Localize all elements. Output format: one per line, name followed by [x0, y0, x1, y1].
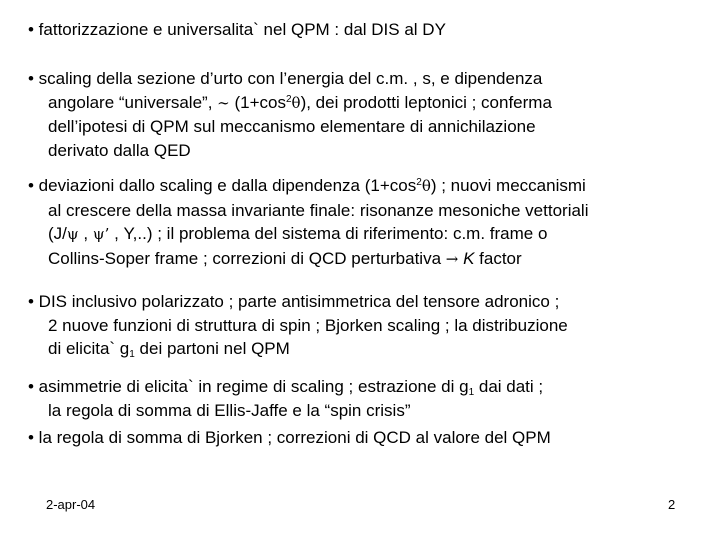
bullet-line — [28, 290, 698, 314]
text-run: 2 — [285, 93, 292, 105]
text-run: factor — [474, 248, 522, 268]
bullet-line — [28, 222, 698, 247]
text-run: • fattorizzazione e universalita` nel QPM : dal DIS al DY — [28, 20, 446, 39]
bullet-item — [28, 67, 698, 162]
text-run: 1 — [129, 349, 135, 360]
bullet-line — [28, 314, 698, 338]
text-run: derivato dalla QED — [48, 140, 191, 160]
text-run: dai dati ; — [474, 377, 544, 396]
text-run: ), dei prodotti leptonici ; conferma — [300, 92, 552, 112]
text-run: K — [463, 248, 475, 268]
text-run: • deviazioni dallo scaling e dalla dipendenza (1+cos — [28, 176, 417, 195]
bullet-line — [28, 375, 698, 399]
text-run: angolare “universale”, — [48, 92, 218, 112]
bullet-line — [28, 426, 698, 450]
bullet-item — [28, 375, 698, 422]
bullet-line — [28, 91, 698, 116]
text-run: 2 — [416, 177, 422, 188]
text-run: dell’ipotesi di QPM sul meccanismo elementare di annichilazione — [48, 117, 536, 136]
bullet-line — [28, 199, 698, 223]
text-run: θ — [291, 93, 301, 112]
text-run: θ — [421, 177, 431, 195]
text-run: , — [78, 224, 93, 243]
footer-date: 2-apr-04 — [46, 497, 96, 512]
text-run: • asimmetrie di elicita` in regime di scaling ; estrazione di g — [28, 377, 469, 396]
text-run: ψ — [66, 225, 79, 243]
text-run: → — [445, 249, 459, 268]
bullet-line — [28, 174, 698, 199]
text-run: dei partoni nel QPM — [134, 339, 290, 358]
bullet-line — [28, 139, 698, 163]
bullet-line — [28, 247, 698, 272]
text-run: la regola di somma di Ellis-Jaffe e la “spin crisis” — [48, 400, 411, 420]
text-run: , Y,..) ; il problema del sistema di riferimento: c.m. frame o — [109, 224, 548, 243]
text-run: 2 nuove funzioni di struttura di spin ; Bjorken scaling ; la distribuzione — [48, 315, 568, 335]
bullet-line — [28, 67, 698, 91]
bullet-line — [28, 337, 698, 361]
text-run: ψ’ — [92, 225, 110, 243]
bullet-item — [28, 290, 698, 361]
bullet-line — [28, 18, 698, 42]
text-run: di elicita` g — [48, 339, 130, 358]
bullet-line — [28, 399, 698, 423]
text-run: (1+cos — [229, 92, 286, 112]
text-run: (J/ — [48, 224, 67, 243]
text-run: • scaling della sezione d’urto con l’energia del c.m. , s, e dipendenza — [28, 69, 543, 88]
text-run: • DIS inclusivo polarizzato ; parte antisimmetrica del tensore adronico ; — [28, 292, 560, 311]
text-run: ∼ — [217, 93, 230, 112]
text-run: al crescere della massa invariante finale: risonanze mesoniche vettoriali — [48, 200, 589, 220]
text-run: • la regola di somma di Bjorken ; correzioni di QCD al valore del QPM — [28, 428, 551, 447]
bullet-item — [28, 426, 698, 450]
bullet-line — [28, 115, 698, 139]
text-run: ) ; nuovi meccanismi — [430, 176, 586, 195]
page-number: 2 — [668, 497, 676, 512]
text-run: 1 — [468, 387, 475, 398]
bullet-item — [28, 174, 698, 271]
bullet-item — [28, 18, 698, 42]
text-run: Collins-Soper frame ; correzioni di QCD perturbativa — [48, 248, 446, 268]
